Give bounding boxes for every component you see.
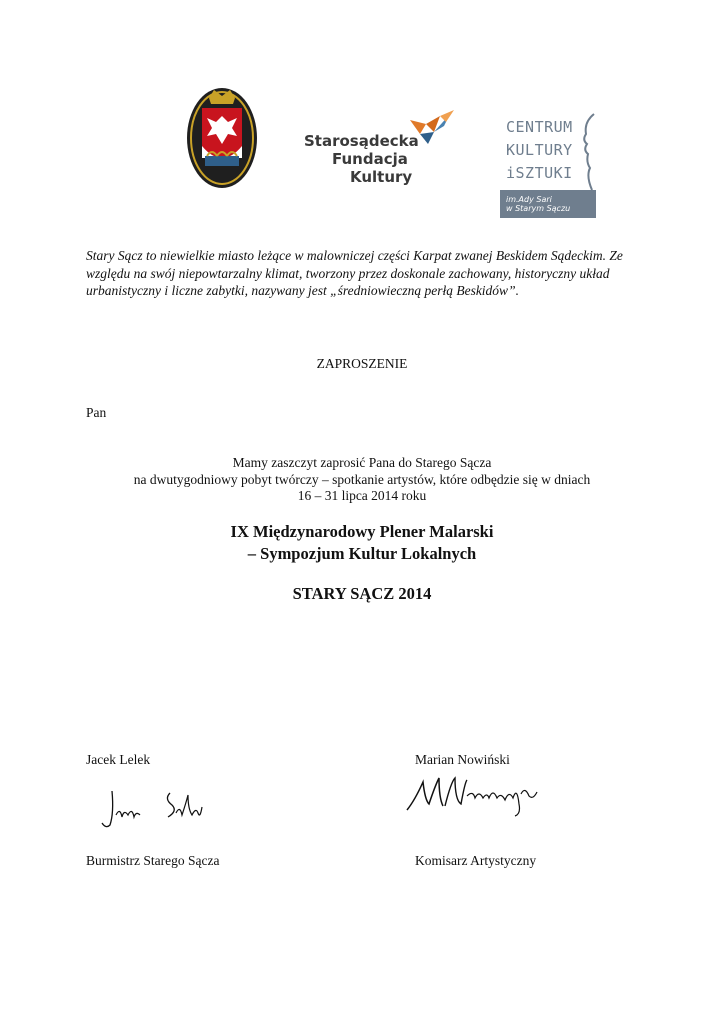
- invitation-body: [0, 455, 724, 505]
- right-signatory-name: Marian Nowiński: [415, 752, 510, 767]
- intro-paragraph: Stary Sącz to niewielkie miasto leżące w malowniczej części Karpat zwanej Beskidem Sądeckim. Ze względu na swój niepowtarzalny klimat, tworzony przez doskonale zachowany, historyczny układ urbanistyczny i liczne zabytki, nazywany jest „średniowieczną perłą Beskidów”.: [86, 248, 623, 298]
- centrum-logo-subtitle-box: [500, 190, 596, 218]
- left-handwritten-signature: [98, 785, 218, 840]
- event-title-line-1: IX Międzynarodowy Plener Malarski: [230, 522, 494, 541]
- centrum-logo-line2: KULTURY: [506, 141, 573, 159]
- right-handwritten-signature: [405, 770, 545, 825]
- fundacja-logo-line3: Kultury: [350, 168, 413, 186]
- fundacja-logo-line1: Starosądecka: [304, 132, 419, 150]
- body-line-1: Mamy zaszczyt zaprosić Pana do Starego Sącza: [232, 455, 492, 470]
- centrum-logo-line1: CENTRUM: [506, 118, 573, 136]
- origami-bird-icon: [410, 110, 454, 150]
- fundacja-logo-line2: Fundacja: [332, 150, 408, 168]
- fundacja-logo: [302, 110, 452, 200]
- town-crest-logo: [185, 86, 259, 190]
- event-title-line-2: – Sympozjum Kultur Lokalnych: [247, 544, 477, 563]
- salutation: Pan: [86, 405, 107, 420]
- left-signatory-name: Jacek Lelek: [86, 752, 151, 767]
- event-city-year: STARY SĄCZ 2014: [292, 584, 432, 603]
- centrum-logo-line3: iSZTUKI: [506, 164, 573, 182]
- event-title: [0, 521, 724, 565]
- centrum-logo-sub1: im.Ady Sari: [506, 195, 552, 204]
- left-signatory-role: Burmistrz Starego Sącza: [86, 853, 220, 868]
- centrum-kultury-logo: [500, 112, 600, 218]
- body-line-3: 16 – 31 lipca 2014 roku: [297, 488, 427, 503]
- centrum-logo-sub2: w Starym Sączu: [506, 204, 571, 213]
- right-signatory-role: Komisarz Artystyczny: [415, 853, 537, 868]
- invitation-heading: ZAPROSZENIE: [316, 356, 408, 371]
- body-line-2: na dwutygodniowy pobyt twórczy – spotkanie artystów, które odbędzie się w dniach: [133, 471, 591, 487]
- face-profile-icon: [578, 112, 598, 192]
